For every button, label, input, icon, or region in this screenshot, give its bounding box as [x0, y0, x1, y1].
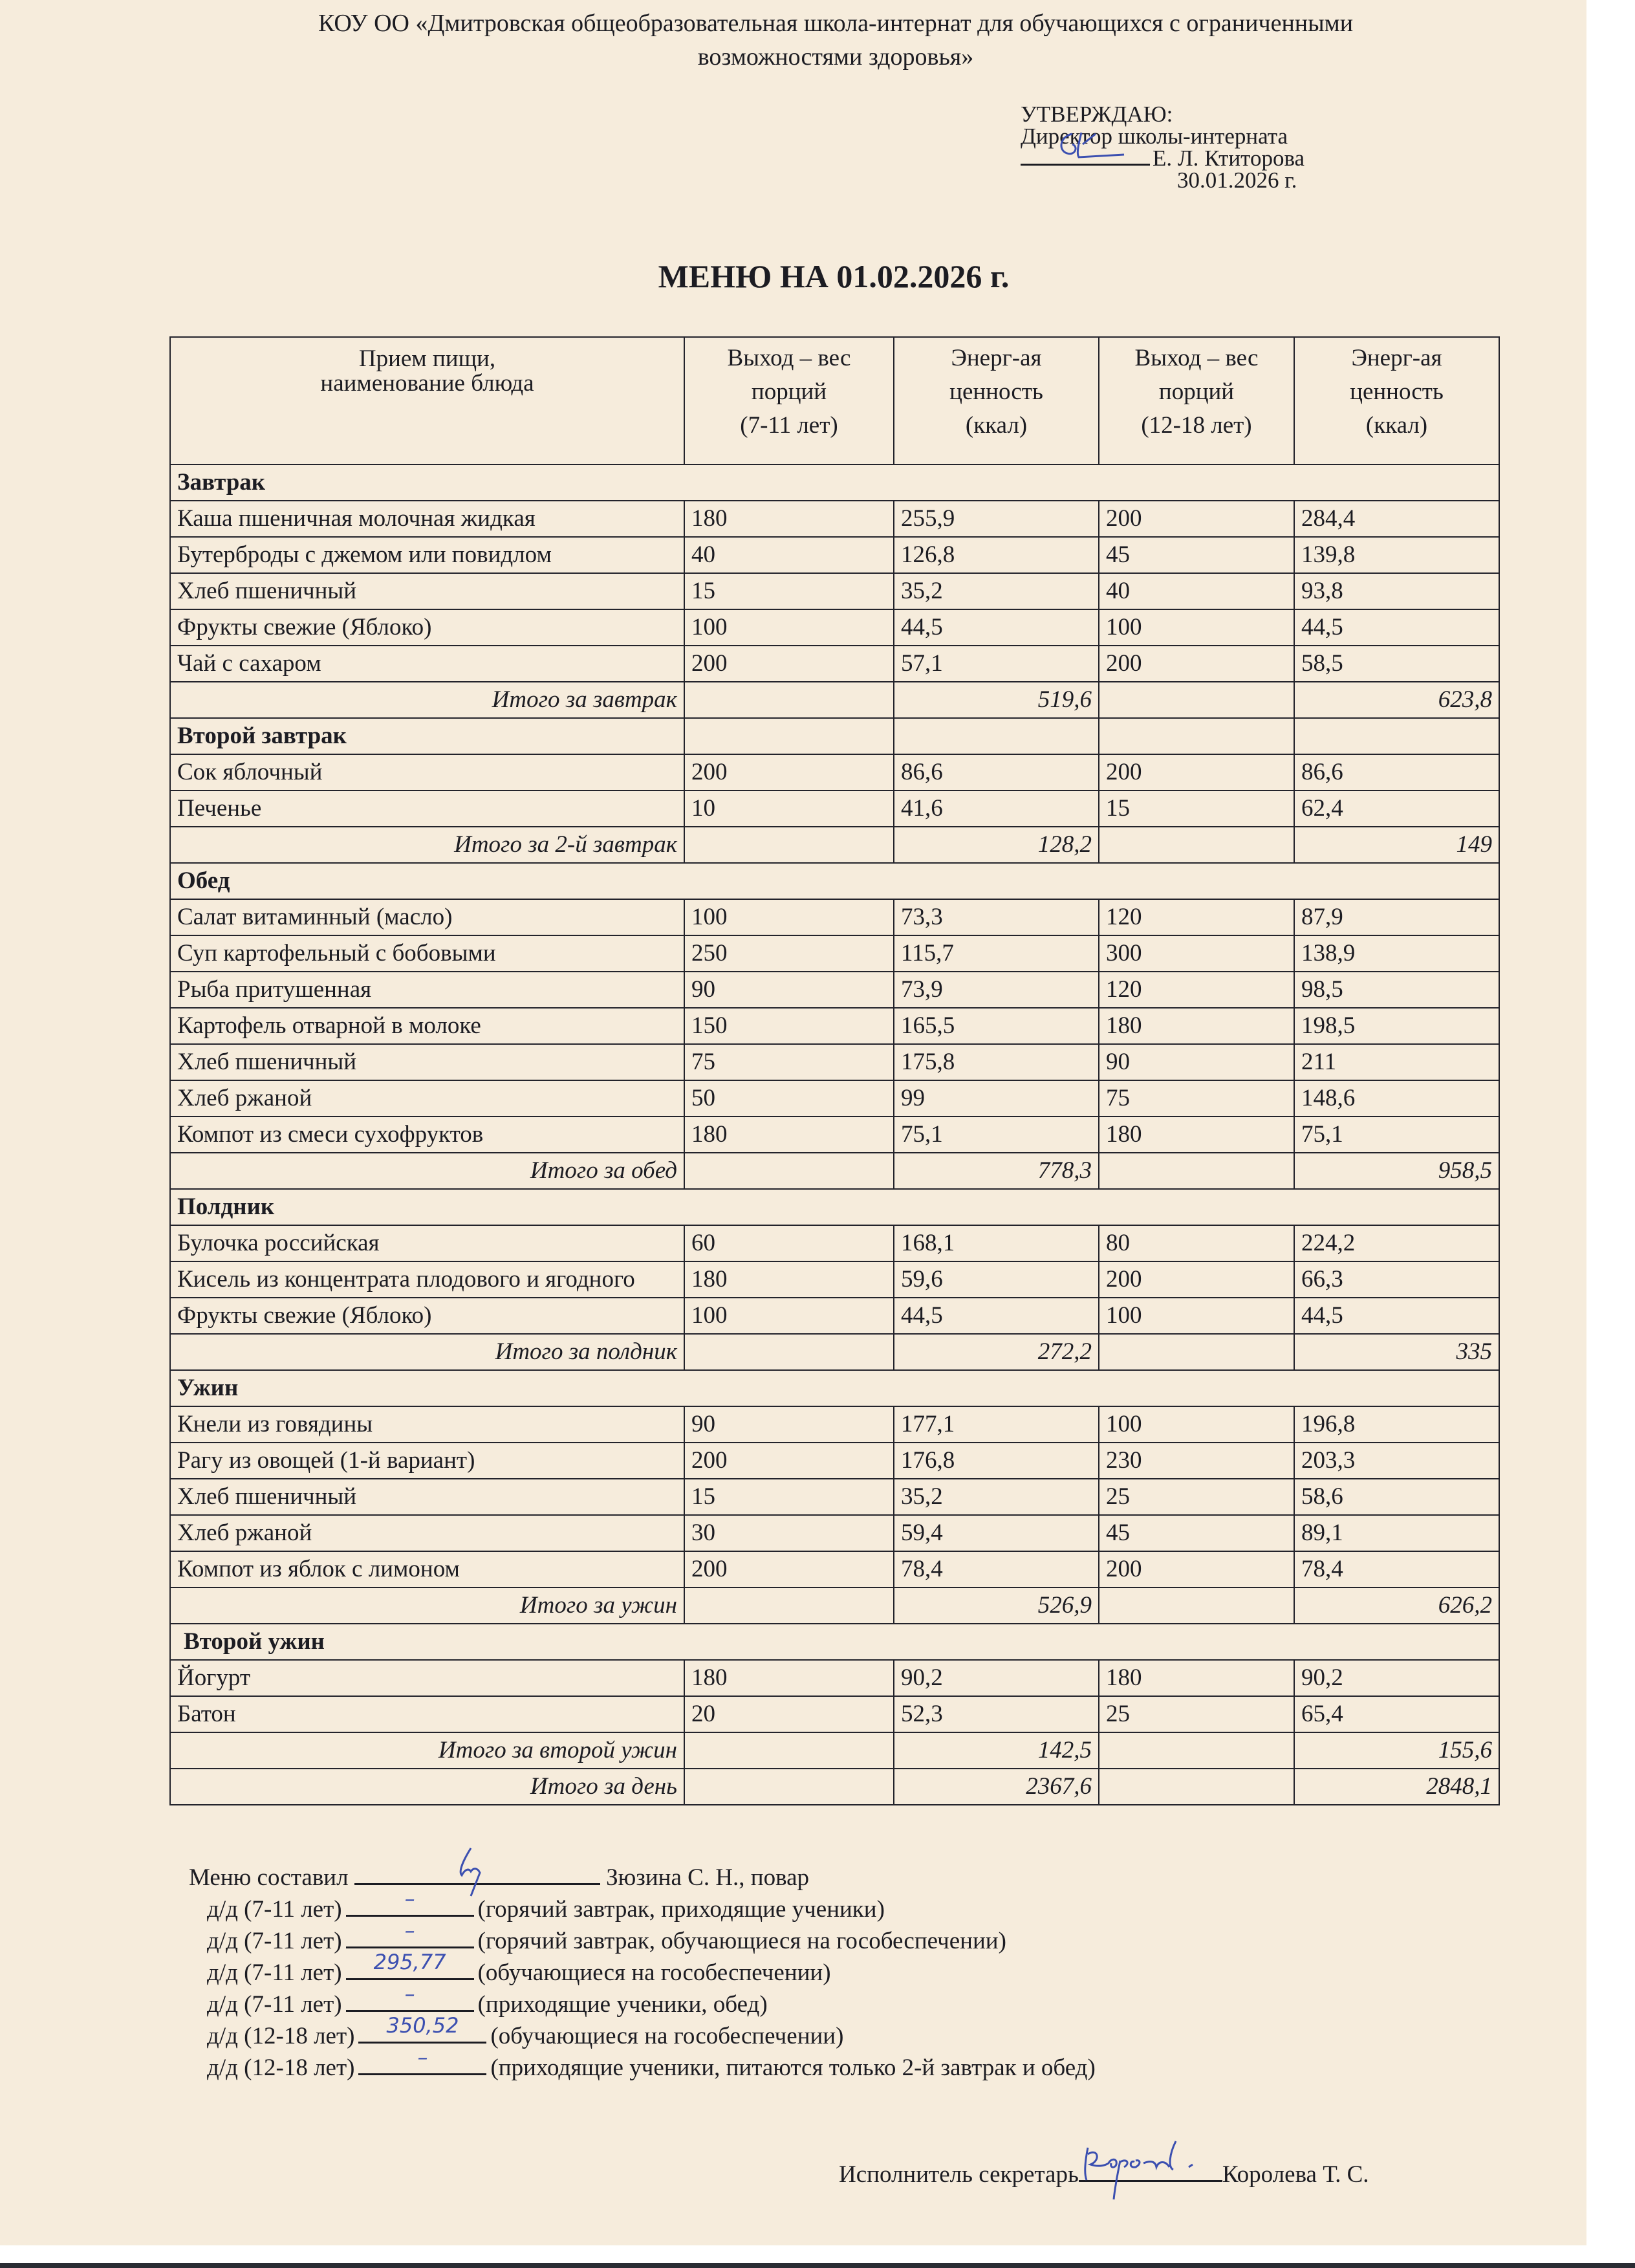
- section-total-row: [170, 827, 1499, 863]
- cell-e1: 115,7: [894, 935, 1099, 972]
- cell-w2: 40: [1099, 573, 1294, 609]
- handwritten-value: –: [404, 1886, 415, 1911]
- cell-e1: 86,6: [894, 754, 1099, 791]
- cell-w2: 45: [1099, 1515, 1294, 1551]
- cell-e1: 59,4: [894, 1515, 1099, 1551]
- cell-e1: 255,9: [894, 501, 1099, 537]
- cell-e1: 35,2: [894, 573, 1099, 609]
- daily-cost-row: [189, 2045, 1096, 2084]
- daily-cost-row: [189, 1981, 1096, 2020]
- composed-by-row: [189, 1862, 1096, 1893]
- column-header-text: Энерг-ая: [951, 345, 1042, 371]
- total-energy-12-18: 623,8: [1294, 682, 1499, 718]
- cost-note: (горячий завтрак, обучающиеся на гособеспечении): [477, 1928, 1006, 1954]
- section-header-row: [170, 1370, 1499, 1406]
- director-name: Е. Л. Ктиторова: [1153, 146, 1305, 171]
- cell-e1: 52,3: [894, 1696, 1099, 1732]
- table-row: [170, 1406, 1499, 1443]
- cell-w1: 200: [684, 646, 894, 682]
- empty-cell: [684, 1732, 894, 1769]
- cell-e1: 41,6: [894, 791, 1099, 827]
- cell-e1: 177,1: [894, 1406, 1099, 1443]
- total-energy-7-11: 128,2: [894, 827, 1099, 863]
- empty-cell: [684, 1334, 894, 1370]
- cell-w2: 230: [1099, 1443, 1294, 1479]
- table-row: [170, 972, 1499, 1008]
- empty-cell: [684, 682, 894, 718]
- column-header-2: [894, 337, 1099, 464]
- cell-w1: 180: [684, 1261, 894, 1298]
- section-title: Второй ужин: [170, 1624, 1499, 1660]
- section-total-row: [170, 1153, 1499, 1189]
- section-total-row: [170, 682, 1499, 718]
- table-row: [170, 1117, 1499, 1153]
- cell-e2: 148,6: [1294, 1080, 1499, 1117]
- cell-w2: 100: [1099, 1406, 1294, 1443]
- cell-e2: 203,3: [1294, 1443, 1499, 1479]
- age-group-label: д/д (7-11 лет): [207, 1959, 342, 1986]
- empty-cell: [1099, 718, 1294, 754]
- organization-header: [169, 6, 1502, 74]
- cell-e1: 126,8: [894, 537, 1099, 573]
- total-label: Итого за ужин: [170, 1587, 684, 1624]
- cell-e2: 86,6: [1294, 754, 1499, 791]
- executor-signature-icon: [1079, 2135, 1228, 2206]
- cell-e1: 78,4: [894, 1551, 1099, 1587]
- cell-w1: 90: [684, 1406, 894, 1443]
- cell-w2: 180: [1099, 1008, 1294, 1044]
- daily-cost-row: [189, 1950, 1096, 1989]
- table-row: [170, 1696, 1499, 1732]
- cell-e1: 176,8: [894, 1443, 1099, 1479]
- cell-e2: 98,5: [1294, 972, 1499, 1008]
- scan-edge-bar: [0, 2263, 1635, 2268]
- cell-w1: 20: [684, 1696, 894, 1732]
- cell-w2: 15: [1099, 791, 1294, 827]
- total-energy-12-18: 958,5: [1294, 1153, 1499, 1189]
- table-row: [170, 1008, 1499, 1044]
- cost-note: (приходящие ученики, обед): [477, 1991, 768, 2018]
- cost-value-field: [358, 2045, 486, 2075]
- org-line-2: возможностями здоровья»: [697, 43, 974, 71]
- cell-w2: 200: [1099, 1261, 1294, 1298]
- composer-signature-line: [354, 1864, 600, 1885]
- table-row: [170, 501, 1499, 537]
- day-total-energy-12-18: 2848,1: [1294, 1769, 1499, 1805]
- total-energy-7-11: 272,2: [894, 1334, 1099, 1370]
- column-header-text: (12-18 лет): [1141, 412, 1252, 439]
- dish-name: Картофель отварной в молоке: [170, 1008, 684, 1044]
- daily-cost-row: [189, 1918, 1096, 1957]
- empty-cell: [684, 827, 894, 863]
- empty-cell: [1099, 1153, 1294, 1189]
- cell-e2: 65,4: [1294, 1696, 1499, 1732]
- cell-e2: 78,4: [1294, 1551, 1499, 1587]
- cell-w2: 200: [1099, 646, 1294, 682]
- cell-e2: 139,8: [1294, 537, 1499, 573]
- director-signature-line: [1021, 149, 1150, 166]
- cell-e2: 44,5: [1294, 1298, 1499, 1334]
- composed-label: Меню составил: [189, 1864, 349, 1891]
- total-label: Итого за второй ужин: [170, 1732, 684, 1769]
- column-header-text: Выход – вес: [727, 345, 851, 371]
- cell-w2: 100: [1099, 1298, 1294, 1334]
- table-row: [170, 1044, 1499, 1080]
- cell-e1: 175,8: [894, 1044, 1099, 1080]
- cell-e1: 75,1: [894, 1117, 1099, 1153]
- dish-name: Кнели из говядины: [170, 1406, 684, 1443]
- cell-w1: 30: [684, 1515, 894, 1551]
- org-line-1: КОУ ОО «Дмитровская общеобразовательная школа-интернат для обучающихся с ограниченными: [318, 10, 1354, 37]
- total-energy-12-18: 626,2: [1294, 1587, 1499, 1624]
- handwritten-value: 350,52: [386, 2013, 459, 2038]
- column-header-3: [1099, 337, 1294, 464]
- cell-e2: 138,9: [1294, 935, 1499, 972]
- cell-e2: 284,4: [1294, 501, 1499, 537]
- dish-name: Сок яблочный: [170, 754, 684, 791]
- empty-cell: [1099, 1732, 1294, 1769]
- dish-name: Фрукты свежие (Яблоко): [170, 1298, 684, 1334]
- total-label: Итого за 2-й завтрак: [170, 827, 684, 863]
- cost-value-field: [346, 1886, 474, 1917]
- cell-e2: 89,1: [1294, 1515, 1499, 1551]
- section-title: Обед: [170, 863, 1499, 899]
- cell-e1: 90,2: [894, 1660, 1099, 1696]
- cost-value-field: [358, 2013, 486, 2044]
- cell-w1: 60: [684, 1225, 894, 1261]
- age-group-label: д/д (7-11 лет): [207, 1991, 342, 2018]
- cell-w2: 200: [1099, 501, 1294, 537]
- cell-w2: 200: [1099, 754, 1294, 791]
- table-row: [170, 1261, 1499, 1298]
- total-energy-12-18: 155,6: [1294, 1732, 1499, 1769]
- section-header-row: [170, 718, 1499, 754]
- cost-note: (приходящие ученики, питаются только 2-й завтрак и обед): [490, 2055, 1096, 2081]
- cell-w2: 200: [1099, 1551, 1294, 1587]
- cell-w1: 100: [684, 609, 894, 646]
- dish-name: Булочка российская: [170, 1225, 684, 1261]
- table-row: [170, 1515, 1499, 1551]
- section-header-row: [170, 464, 1499, 501]
- column-header-4: [1294, 337, 1499, 464]
- table-header-row: [170, 337, 1499, 464]
- empty-cell: [1294, 718, 1499, 754]
- cell-e2: 66,3: [1294, 1261, 1499, 1298]
- cell-e1: 73,3: [894, 899, 1099, 935]
- composer-name: Зюзина С. Н., повар: [606, 1864, 809, 1891]
- table-row: [170, 1479, 1499, 1515]
- cell-w2: 180: [1099, 1660, 1294, 1696]
- table-row: [170, 754, 1499, 791]
- day-total-row: [170, 1769, 1499, 1805]
- cell-w2: 120: [1099, 899, 1294, 935]
- day-total-energy-7-11: 2367,6: [894, 1769, 1099, 1805]
- empty-cell: [684, 1769, 894, 1805]
- cell-w2: 100: [1099, 609, 1294, 646]
- age-group-label: д/д (12-18 лет): [207, 2055, 355, 2081]
- cell-w2: 80: [1099, 1225, 1294, 1261]
- empty-cell: [684, 718, 894, 754]
- total-label: Итого за завтрак: [170, 682, 684, 718]
- page-title: МЕНЮ НА 01.02.2026 г.: [658, 258, 1010, 294]
- cell-w2: 90: [1099, 1044, 1294, 1080]
- dish-name: Йогурт: [170, 1660, 684, 1696]
- cell-w1: 75: [684, 1044, 894, 1080]
- cell-w1: 180: [684, 501, 894, 537]
- approver-signature-row: [1021, 147, 1305, 169]
- table-row: [170, 573, 1499, 609]
- cell-w2: 75: [1099, 1080, 1294, 1117]
- table-row: [170, 646, 1499, 682]
- section-title: Завтрак: [170, 464, 1499, 501]
- section-header-row: [170, 1624, 1499, 1660]
- executor-label: Исполнитель секретарь: [839, 2161, 1079, 2188]
- cell-e2: 75,1: [1294, 1117, 1499, 1153]
- section-total-row: [170, 1732, 1499, 1769]
- table-row: [170, 537, 1499, 573]
- table-row: [170, 1080, 1499, 1117]
- dish-name: Компот из смеси сухофруктов: [170, 1117, 684, 1153]
- table-row: [170, 1443, 1499, 1479]
- approval-block: [1021, 104, 1305, 191]
- dish-name: Компот из яблок с лимоном: [170, 1551, 684, 1587]
- dish-name: Хлеб ржаной: [170, 1515, 684, 1551]
- dish-name: Печенье: [170, 791, 684, 827]
- empty-cell: [894, 718, 1099, 754]
- table-row: [170, 899, 1499, 935]
- cell-w1: 150: [684, 1008, 894, 1044]
- dish-name: Салат витаминный (масло): [170, 899, 684, 935]
- cell-w1: 100: [684, 899, 894, 935]
- table-row: [170, 1551, 1499, 1587]
- cell-w1: 15: [684, 573, 894, 609]
- section-title: Второй завтрак: [170, 718, 684, 754]
- cell-e2: 211: [1294, 1044, 1499, 1080]
- menu-table: [169, 336, 1500, 1805]
- cell-w1: 200: [684, 754, 894, 791]
- dish-name: Фрукты свежие (Яблоко): [170, 609, 684, 646]
- cell-w2: 45: [1099, 537, 1294, 573]
- dish-name: Рагу из овощей (1-й вариант): [170, 1443, 684, 1479]
- age-group-label: д/д (7-11 лет): [207, 1896, 342, 1923]
- cell-w2: 180: [1099, 1117, 1294, 1153]
- cell-w2: 25: [1099, 1696, 1294, 1732]
- footer-signatures: [189, 1862, 1096, 2084]
- total-energy-12-18: 335: [1294, 1334, 1499, 1370]
- cell-e2: 58,5: [1294, 646, 1499, 682]
- column-header-text: порций: [1158, 378, 1235, 405]
- table-row: [170, 935, 1499, 972]
- dish-name: Кисель из концентрата плодового и ягодного: [170, 1261, 684, 1298]
- total-energy-12-18: 149: [1294, 827, 1499, 863]
- cell-e2: 93,8: [1294, 573, 1499, 609]
- cell-e1: 44,5: [894, 1298, 1099, 1334]
- total-energy-7-11: 778,3: [894, 1153, 1099, 1189]
- cell-e2: 196,8: [1294, 1406, 1499, 1443]
- handwritten-value: –: [404, 1918, 415, 1943]
- column-header-text: Энерг-ая: [1351, 345, 1442, 371]
- cell-w1: 50: [684, 1080, 894, 1117]
- column-header-text: (ккал): [965, 412, 1028, 439]
- cell-w1: 100: [684, 1298, 894, 1334]
- cost-note: (горячий завтрак, приходящие ученики): [477, 1896, 885, 1923]
- cell-w1: 10: [684, 791, 894, 827]
- age-group-label: д/д (12-18 лет): [207, 2023, 355, 2049]
- empty-cell: [684, 1153, 894, 1189]
- daily-cost-row: [189, 2013, 1096, 2052]
- total-label: Итого за полдник: [170, 1334, 684, 1370]
- dish-name: Бутерброды с джемом или повидлом: [170, 537, 684, 573]
- total-energy-7-11: 142,5: [894, 1732, 1099, 1769]
- cell-e2: 90,2: [1294, 1660, 1499, 1696]
- approval-date: 30.01.2026 г.: [1177, 168, 1297, 193]
- dish-name: Хлеб пшеничный: [170, 1044, 684, 1080]
- empty-cell: [1099, 1587, 1294, 1624]
- column-header-0: [170, 337, 684, 464]
- cell-e2: 224,2: [1294, 1225, 1499, 1261]
- executor-row: [839, 2161, 1369, 2188]
- cell-w1: 40: [684, 537, 894, 573]
- cell-e1: 59,6: [894, 1261, 1099, 1298]
- cell-w1: 15: [684, 1479, 894, 1515]
- section-total-row: [170, 1587, 1499, 1624]
- empty-cell: [684, 1587, 894, 1624]
- cell-w2: 25: [1099, 1479, 1294, 1515]
- cell-e1: 44,5: [894, 609, 1099, 646]
- empty-cell: [1099, 682, 1294, 718]
- cell-w1: 200: [684, 1551, 894, 1587]
- table-row: [170, 791, 1499, 827]
- daily-cost-row: [189, 1886, 1096, 1925]
- column-header-1: [684, 337, 894, 464]
- cell-e2: 87,9: [1294, 899, 1499, 935]
- section-total-row: [170, 1334, 1499, 1370]
- total-energy-7-11: 526,9: [894, 1587, 1099, 1624]
- empty-cell: [1099, 827, 1294, 863]
- column-header-text: Прием пищи,: [358, 345, 496, 372]
- cost-note: (обучающиеся на гособеспечении): [490, 2023, 844, 2049]
- total-label: Итого за обед: [170, 1153, 684, 1189]
- column-header-text: (ккал): [1365, 412, 1428, 439]
- cell-e2: 58,6: [1294, 1479, 1499, 1515]
- dish-name: Хлеб пшеничный: [170, 1479, 684, 1515]
- table-row: [170, 609, 1499, 646]
- executor-name: Королева Т. С.: [1222, 2161, 1369, 2188]
- menu-table-body: [170, 464, 1499, 1805]
- section-header-row: [170, 1189, 1499, 1225]
- column-header-text: Выход – вес: [1134, 345, 1259, 371]
- handwritten-value: –: [404, 1981, 415, 2006]
- handwritten-value: –: [417, 2045, 428, 2069]
- table-row: [170, 1225, 1499, 1261]
- column-header-text: порций: [751, 378, 827, 405]
- approve-label: УТВЕРЖДАЮ:: [1021, 102, 1173, 127]
- cost-value-field: [346, 1950, 474, 1980]
- cell-w1: 200: [684, 1443, 894, 1479]
- cell-e1: 165,5: [894, 1008, 1099, 1044]
- cell-e1: 57,1: [894, 646, 1099, 682]
- day-total-label: Итого за день: [170, 1769, 684, 1805]
- dish-name: Хлеб ржаной: [170, 1080, 684, 1117]
- empty-cell: [1099, 1334, 1294, 1370]
- column-header-text: (7-11 лет): [740, 412, 838, 439]
- cell-w1: 250: [684, 935, 894, 972]
- empty-cell: [1099, 1769, 1294, 1805]
- dish-name: Хлеб пшеничный: [170, 573, 684, 609]
- cell-w1: 180: [684, 1117, 894, 1153]
- column-header-text: ценность: [1350, 378, 1444, 405]
- dish-name: Батон: [170, 1696, 684, 1732]
- dish-name: Каша пшеничная молочная жидкая: [170, 501, 684, 537]
- age-group-label: д/д (7-11 лет): [207, 1928, 342, 1954]
- dish-name: Суп картофельный с бобовыми: [170, 935, 684, 972]
- cost-value-field: [346, 1918, 474, 1948]
- director-signature-icon: [1053, 127, 1131, 166]
- cost-note: (обучающиеся на гособеспечении): [477, 1959, 831, 1986]
- cell-w2: 300: [1099, 935, 1294, 972]
- cell-w1: 180: [684, 1660, 894, 1696]
- cell-e2: 198,5: [1294, 1008, 1499, 1044]
- cell-e1: 99: [894, 1080, 1099, 1117]
- cell-e2: 62,4: [1294, 791, 1499, 827]
- dish-name: Чай с сахаром: [170, 646, 684, 682]
- dish-name: Рыба притушенная: [170, 972, 684, 1008]
- cell-e1: 73,9: [894, 972, 1099, 1008]
- cell-e1: 35,2: [894, 1479, 1099, 1515]
- table-row: [170, 1298, 1499, 1334]
- approver-position: Директор школы-интерната: [1021, 124, 1288, 149]
- executor-signature-line: [1079, 2161, 1222, 2182]
- section-title: Ужин: [170, 1370, 1499, 1406]
- handwritten-value: 295,77: [373, 1950, 446, 1974]
- cell-e1: 168,1: [894, 1225, 1099, 1261]
- cell-e2: 44,5: [1294, 609, 1499, 646]
- table-row: [170, 1660, 1499, 1696]
- total-energy-7-11: 519,6: [894, 682, 1099, 718]
- cost-value-field: [346, 1981, 474, 2012]
- cell-w2: 120: [1099, 972, 1294, 1008]
- cell-w1: 90: [684, 972, 894, 1008]
- column-header-text: ценность: [949, 378, 1043, 405]
- column-header-text: наименование блюда: [320, 370, 534, 397]
- section-title: Полдник: [170, 1189, 1499, 1225]
- section-header-row: [170, 863, 1499, 899]
